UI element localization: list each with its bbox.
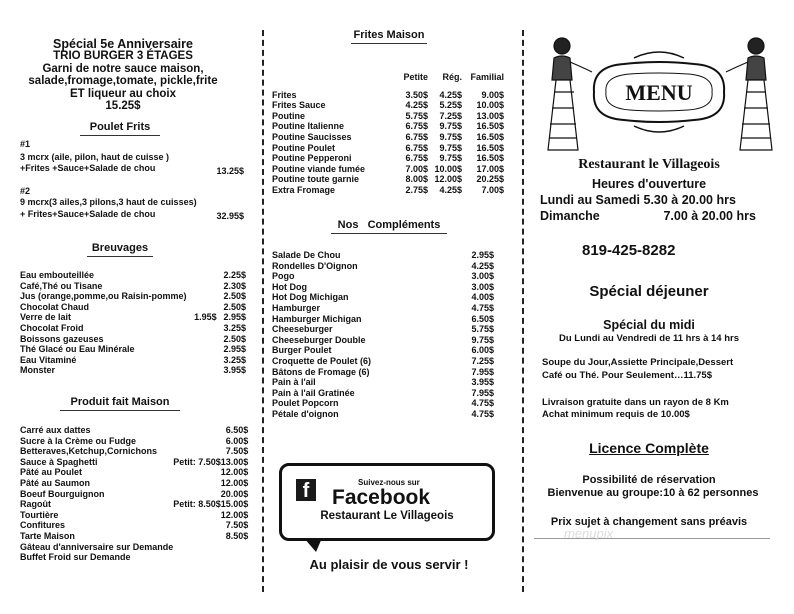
frites-row xyxy=(272,164,504,175)
item-name: Confitures xyxy=(20,520,65,531)
item-name: Frites Sauce xyxy=(272,100,326,111)
item-name: Pain à l'ail Gratinée xyxy=(272,387,355,398)
breuvages-table xyxy=(20,270,246,376)
item-price: 3.95$ xyxy=(471,377,494,388)
midi-desc: Soupe du Jour,Assiette Principale,Dessert xyxy=(542,357,734,368)
facebook-follow-text: Suivez-nous sur xyxy=(358,478,420,487)
left-column xyxy=(0,0,262,614)
maison-row xyxy=(20,499,248,510)
middle-column xyxy=(264,0,520,614)
item-name: Jus (orange,pomme,ou Raisin-pomme) xyxy=(20,291,187,302)
price-reg: 7.25$ xyxy=(439,110,462,121)
item-name: Ragoût xyxy=(20,499,51,510)
waitress-right-icon xyxy=(726,38,772,150)
restaurant-name: Restaurant le Villageois xyxy=(578,157,720,172)
menu-logo-illustration xyxy=(534,32,784,152)
livraison-minimum: Achat minimum requis de 10.00$ xyxy=(542,409,690,420)
price-familial: 13.00$ xyxy=(476,110,504,121)
price-reg: 9.75$ xyxy=(439,131,462,142)
item-price: 6.00$ xyxy=(471,345,494,356)
item-name: Café,Thé ou Tisane xyxy=(20,280,103,291)
item-name: Eau Vitaminé xyxy=(20,354,77,365)
frites-row xyxy=(272,111,504,122)
poulet-header: Poulet Frits xyxy=(60,121,180,136)
complement-row xyxy=(272,261,494,272)
item-price: 7.50$ xyxy=(225,446,249,457)
item-name: Hamburger xyxy=(272,302,321,313)
item-name: Poutine toute garnie xyxy=(272,174,360,185)
item-name: Chocolat Chaud xyxy=(20,301,89,312)
frites-row xyxy=(272,153,504,164)
complement-row xyxy=(272,314,494,325)
special-title: Spécial 5e Anniversaire xyxy=(53,37,193,51)
item-extra-price xyxy=(187,291,217,302)
item-price: 4.75$ xyxy=(471,398,494,409)
breuvage-row xyxy=(20,323,246,334)
price-reg: 4.25$ xyxy=(439,184,462,195)
item-name: Hamburger Michigan xyxy=(272,313,362,324)
price-familial: 20.25$ xyxy=(476,174,504,185)
maison-row xyxy=(20,478,248,489)
price-reg: 4.25$ xyxy=(439,89,462,100)
complement-row xyxy=(272,345,494,356)
breuvage-row xyxy=(20,334,246,345)
item-name: Poutine Poulet xyxy=(272,142,335,153)
facebook-brand: Facebook xyxy=(332,486,431,509)
price-petite: 3.50$ xyxy=(405,89,428,100)
item-name: Carré aux dattes xyxy=(20,425,91,435)
price-notice: Prix sujet à changement sans préavis xyxy=(550,516,748,528)
breuvage-row xyxy=(20,365,246,376)
item-name: Pâté au Saumon xyxy=(20,477,91,488)
item-price: 5.75$ xyxy=(471,324,494,335)
price-reg: 9.75$ xyxy=(439,121,462,132)
hours-days: Lundi au Samedi xyxy=(540,193,641,207)
item-price: 2.95$ xyxy=(471,250,494,260)
midi-desc: Café ou Thé. Pour Seulement…11.75$ xyxy=(542,370,712,381)
item-extra-price xyxy=(173,478,221,489)
col-header-familial: Familial xyxy=(470,72,504,82)
item-price: 20.00$ xyxy=(220,488,249,499)
complement-row xyxy=(272,250,494,261)
item-price: 4.00$ xyxy=(471,292,494,303)
hours-row-sunday xyxy=(540,209,756,223)
frites-col-headers xyxy=(272,72,504,83)
maison-header: Produit fait Maison xyxy=(40,396,200,411)
item-name: Cheeseburger Double xyxy=(272,334,366,345)
maison-row xyxy=(20,510,248,521)
item-name: Betteraves,Ketchup,Cornichons xyxy=(20,446,158,457)
item-extra-price: Petit: 8.50$ xyxy=(173,499,221,510)
price-familial: 16.50$ xyxy=(476,142,504,153)
poulet-item-1-desc2: +Frites +Sauce+Salade de chou xyxy=(20,163,156,173)
complement-row xyxy=(272,409,494,420)
complements-header: Nos Compléments xyxy=(324,219,454,234)
maison-row xyxy=(20,520,248,531)
item-extra-price xyxy=(173,531,221,542)
item-price: 2.50$ xyxy=(223,301,246,312)
item-name: Rondelles D'Oignon xyxy=(272,260,358,271)
item-price: 3.25$ xyxy=(223,354,246,365)
price-reg: 9.75$ xyxy=(439,153,462,164)
item-price: 6.50$ xyxy=(471,313,494,324)
price-petite: 8.00$ xyxy=(405,174,428,185)
item-price: 12.00$ xyxy=(220,509,249,520)
item-price: 2.50$ xyxy=(223,291,246,302)
price-reg: 10.00$ xyxy=(434,163,462,174)
maison-row xyxy=(20,446,248,457)
price-familial: 7.00$ xyxy=(481,184,504,195)
facebook-box[interactable] xyxy=(279,463,495,541)
item-price: 6.00$ xyxy=(225,435,249,446)
frites-header: Frites Maison xyxy=(334,29,444,44)
complement-row xyxy=(272,335,494,346)
item-name: Poutine Italienne xyxy=(272,121,345,132)
item-name: Chocolat Froid xyxy=(20,322,84,333)
item-name: Monster xyxy=(20,365,56,376)
special-line: Garni de notre sauce maison, xyxy=(42,62,204,75)
item-price: 12.00$ xyxy=(220,477,249,488)
maison-row xyxy=(20,542,248,553)
item-name: Thé Glacé ou Eau Minérale xyxy=(20,344,135,355)
frites-row xyxy=(272,185,504,196)
price-familial: 16.50$ xyxy=(476,121,504,132)
item-extra-price xyxy=(187,270,217,281)
facebook-logo-icon: f xyxy=(296,479,316,501)
complements-table xyxy=(272,250,494,420)
item-name: Buffet Froid sur Demande xyxy=(20,552,131,563)
watermark: menupix xyxy=(564,526,614,541)
maison-row xyxy=(20,436,248,447)
price-petite: 5.75$ xyxy=(405,110,428,121)
poulet-item-1-price: 13.25$ xyxy=(216,166,244,176)
price-reg: 9.75$ xyxy=(439,142,462,153)
item-extra-price: Petit: 7.50$ xyxy=(173,456,221,467)
complement-row xyxy=(272,271,494,282)
frites-table xyxy=(272,72,504,196)
price-petite: 6.75$ xyxy=(405,131,428,142)
price-reg: 5.25$ xyxy=(439,100,462,111)
item-name: Poutine viande fumée xyxy=(272,163,366,174)
item-name: Pain à l'ail xyxy=(272,377,316,388)
item-price xyxy=(221,542,249,553)
price-familial: 9.00$ xyxy=(481,89,504,100)
item-name: Gâteau d'anniversaire sur Demande xyxy=(20,541,174,552)
item-name: Pogo xyxy=(272,271,295,282)
item-extra-price xyxy=(173,542,221,553)
price-petite: 6.75$ xyxy=(405,142,428,153)
item-name: Poulet Popcorn xyxy=(272,398,339,409)
item-name: Croquette de Poulet (6) xyxy=(272,355,372,366)
item-price: 4.25$ xyxy=(471,260,494,271)
item-extra-price xyxy=(187,281,217,292)
complement-row xyxy=(272,356,494,367)
item-name: Boissons gazeuses xyxy=(20,333,104,344)
midi-title: Spécial du midi xyxy=(603,318,695,332)
item-name: Bâtons de Fromage (6) xyxy=(272,366,370,377)
item-name: Sauce à Spaghetti xyxy=(20,456,98,467)
frites-row xyxy=(272,100,504,111)
item-price: 4.75$ xyxy=(471,302,494,313)
item-name: Verre de lait xyxy=(20,312,72,323)
item-name: Poutine xyxy=(272,110,305,121)
item-price: 8.50$ xyxy=(225,530,249,541)
special-line: TRIO BURGER 3 ÉTAGES xyxy=(53,50,193,63)
hours-days: Dimanche xyxy=(540,209,600,223)
price-familial: 10.00$ xyxy=(476,100,504,111)
item-name: Burger Poulet xyxy=(272,345,332,356)
item-extra-price xyxy=(187,355,217,366)
item-extra-price xyxy=(173,510,221,521)
col-header-petite: Petite xyxy=(403,72,428,82)
complement-row xyxy=(272,282,494,293)
item-price: 7.95$ xyxy=(471,366,494,377)
breuvages-header: Breuvages xyxy=(60,242,180,257)
item-extra-price xyxy=(187,323,217,334)
item-extra-price xyxy=(187,334,217,345)
item-extra-price xyxy=(173,425,221,436)
price-reg: 12.00$ xyxy=(434,174,462,185)
maison-row xyxy=(20,552,248,563)
item-extra-price xyxy=(173,467,221,478)
price-petite: 7.00$ xyxy=(405,163,428,174)
hours-row-weekday xyxy=(540,193,736,207)
item-price: 2.30$ xyxy=(223,280,246,291)
frites-row xyxy=(272,132,504,143)
breuvage-row xyxy=(20,344,246,355)
item-name: Boeuf Bourguignon xyxy=(20,488,105,499)
breuvage-row xyxy=(20,270,246,281)
col-header-reg: Rég. xyxy=(442,72,462,82)
poulet-item-2-num: #2 xyxy=(20,186,31,196)
item-price: 2.50$ xyxy=(223,333,246,344)
breuvage-row xyxy=(20,291,246,302)
frites-row xyxy=(272,90,504,101)
item-price: 9.75$ xyxy=(471,334,494,345)
item-price: 13.00$ xyxy=(220,456,249,467)
item-price xyxy=(221,552,249,563)
poulet-item-1-desc: 3 mcrx (aile, pilon, haut de cuisse ) xyxy=(20,152,170,162)
price-petite: 4.25$ xyxy=(405,100,428,111)
item-price: 7.25$ xyxy=(471,355,494,366)
item-extra-price xyxy=(187,344,217,355)
complement-row xyxy=(272,377,494,388)
complement-row xyxy=(272,303,494,314)
price-familial: 16.50$ xyxy=(476,153,504,164)
right-column xyxy=(524,0,794,614)
poulet-item-2-desc: 9 mcrx(3 ailes,3 pilons,3 haut de cuisses) xyxy=(20,197,197,207)
anniversary-special xyxy=(10,38,236,112)
item-extra-price xyxy=(173,489,221,500)
item-name: Pétale d'oignon xyxy=(272,408,339,419)
complement-row xyxy=(272,398,494,409)
complement-row xyxy=(272,324,494,335)
price-petite: 2.75$ xyxy=(405,184,428,195)
breuvage-row xyxy=(20,302,246,313)
maison-row xyxy=(20,457,248,468)
livraison-text: Livraison gratuite dans un rayon de 8 Km xyxy=(542,397,729,408)
item-price: 2.25$ xyxy=(223,270,246,280)
item-price: 3.25$ xyxy=(223,322,246,333)
hours-title: Heures d'ouverture xyxy=(591,177,707,191)
item-extra-price xyxy=(173,446,221,457)
item-price: 3.00$ xyxy=(471,271,494,282)
item-name: Pâté au Poulet xyxy=(20,467,83,478)
maison-row xyxy=(20,531,248,542)
item-name: Extra Fromage xyxy=(272,184,336,195)
price-petite: 6.75$ xyxy=(405,121,428,132)
poulet-item-1-num: #1 xyxy=(20,139,31,149)
item-name: Cheeseburger xyxy=(272,324,333,335)
item-price: 15.00$ xyxy=(220,499,249,510)
hours-time: 5.30 à 20.00 hrs xyxy=(643,193,736,207)
item-name: Hot Dog Michigan xyxy=(272,292,349,303)
reservation-group: Bienvenue au groupe:10 à 62 personnes xyxy=(547,487,759,499)
maison-row xyxy=(20,425,248,436)
hours-time: 7.00 à 20.00 hrs xyxy=(663,209,756,223)
price-familial: 16.50$ xyxy=(476,131,504,142)
menu-logo-text: MENU xyxy=(625,80,693,105)
item-price: 7.95$ xyxy=(471,387,494,398)
item-price: 7.50$ xyxy=(225,520,249,531)
item-extra-price xyxy=(187,302,217,313)
item-price: 6.50$ xyxy=(225,425,249,435)
phone-number[interactable]: 819-425-8282 xyxy=(582,242,676,259)
item-name: Tarte Maison xyxy=(20,530,75,541)
breuvage-row xyxy=(20,312,246,323)
closing-text: Au plaisir de vous servir ! xyxy=(309,557,469,572)
frites-row xyxy=(272,174,504,185)
maison-row xyxy=(20,489,248,500)
item-price: 3.95$ xyxy=(223,365,246,376)
special-line: salade,fromage,tomate, pickle,frite xyxy=(28,75,218,88)
item-name: Poutine Pepperoni xyxy=(272,153,352,164)
complement-row xyxy=(272,388,494,399)
breuvage-row xyxy=(20,355,246,366)
facebook-page-name: Restaurant Le Villageois xyxy=(320,510,454,522)
item-name: Poutine Saucisses xyxy=(272,131,352,142)
item-price: 12.00$ xyxy=(220,467,249,478)
item-name: Frites xyxy=(272,89,297,100)
special-line: ET liqueur au choix xyxy=(69,87,177,100)
item-price: 4.75$ xyxy=(471,408,494,419)
special-price: 15.25$ xyxy=(105,100,141,113)
item-name: Eau embouteillée xyxy=(20,270,95,280)
midi-when: Du Lundi au Vendredi de 11 hrs à 14 hrs xyxy=(558,333,740,344)
price-petite: 6.75$ xyxy=(405,153,428,164)
item-name: Sucre à la Crème ou Fudge xyxy=(20,435,137,446)
item-name: Salade De Chou xyxy=(272,250,341,260)
reservation-text: Possibilité de réservation xyxy=(582,474,716,486)
item-extra-price: 1.95$ xyxy=(194,312,217,323)
poulet-item-2-desc2: + Frites+Sauce+Salade de chou xyxy=(20,209,156,219)
complement-row xyxy=(272,367,494,378)
frites-row xyxy=(272,143,504,154)
item-extra-price xyxy=(173,520,221,531)
item-name: Hot Dog xyxy=(272,281,307,292)
maison-table xyxy=(20,425,248,563)
licence-title: Licence Complète xyxy=(589,440,709,456)
frites-row xyxy=(272,121,504,132)
item-price: 3.00$ xyxy=(471,281,494,292)
item-name: Tourtière xyxy=(20,509,59,520)
item-extra-price xyxy=(173,552,221,563)
item-extra-price xyxy=(173,436,221,447)
price-familial: 17.00$ xyxy=(476,163,504,174)
item-price: 2.95$ xyxy=(223,312,246,323)
maison-row xyxy=(20,467,248,478)
dejeuner-title: Spécial déjeuner xyxy=(589,283,709,300)
item-extra-price xyxy=(187,365,217,376)
waitress-left-icon xyxy=(548,38,592,150)
complement-row xyxy=(272,292,494,303)
poulet-item-2-price: 32.95$ xyxy=(216,211,244,221)
breuvage-row xyxy=(20,281,246,292)
item-price: 2.95$ xyxy=(223,344,246,355)
